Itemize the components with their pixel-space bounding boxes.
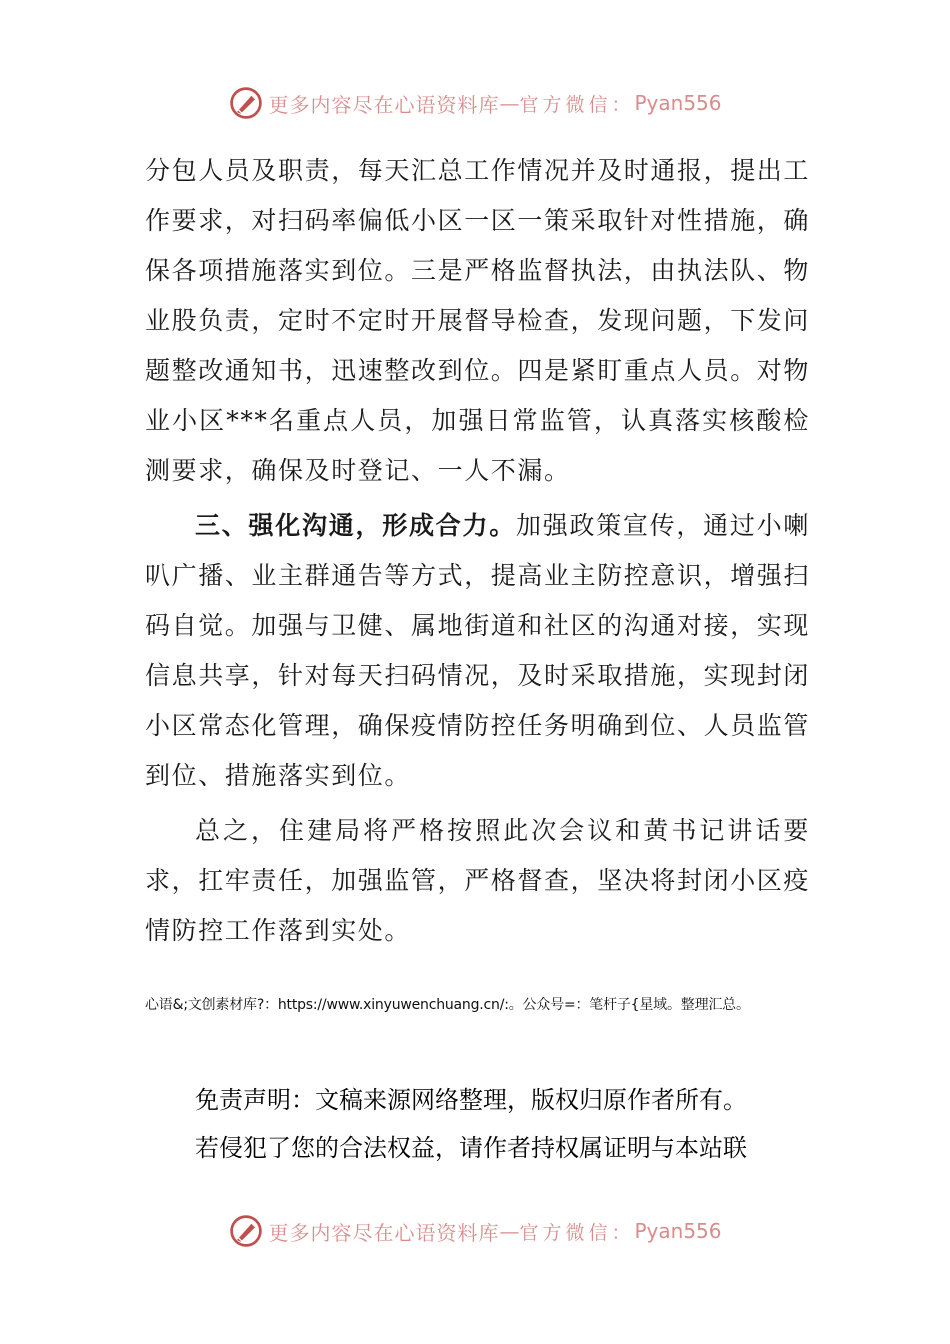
header-banner xyxy=(0,83,950,123)
banner-wechat-label: 官方微信： xyxy=(519,1221,635,1244)
disclaimer-line-1: 免责声明：文稿来源网络整理，版权归原作者所有。 xyxy=(195,1086,747,1114)
paragraph-1: 分包人员及职责，每天汇总工作情况并及时通报，提出工作要求，对扫码率偏低小区一区一策采取针对性措施，确保各项措施落实到位。三是严格监督执法，由执法队、物业股负责，定时不定时开展督导检查，发现问题，下发问题整改通知书，迅速整改到位。四是紧盯重点人员。对物业小区***名重点人员，加强日常监管，认真落实核酸检测要求，确保及时登记、一人不漏。 xyxy=(145,156,811,485)
paragraph-2 xyxy=(145,501,810,801)
source-note: 心语&;文创素材库?：https://www.xinyuwenchuang.cn/:。公众号=：笔杆子{星域。整理汇总。 xyxy=(145,997,750,1013)
paragraph-3: 总之，住建局将严格按照此次会议和黄书记讲话要求，扛牢责任，加强监管，严格督查，坚决将封闭小区疫情防控工作落到实处。 xyxy=(145,816,811,945)
pen-nib-logo-icon xyxy=(228,1213,264,1249)
section-heading: 三、强化沟通，形成合力。 xyxy=(195,511,516,540)
disclaimer xyxy=(195,1076,835,1172)
banner-separator: — xyxy=(499,1219,520,1243)
banner-separator: — xyxy=(499,91,520,115)
banner-wechat-id: Pyan556 xyxy=(634,91,722,115)
paragraph-2-text: 加强政策宣传，通过小喇叭广播、业主群通告等方式，提高业主防控意识，增强扫码自觉。加强与卫健、属地街道和社区的沟通对接，实现信息共享，针对每天扫码情况，及时采取措施，实现封闭小区常态化管理，确保疫情防控任务明确到位、人员监管到位、措施落实到位。 xyxy=(145,511,811,790)
disclaimer-line-2: 若侵犯了您的合法权益，请作者持权属证明与本站联 xyxy=(195,1134,747,1162)
banner-text: 更多内容尽在心语资料库 xyxy=(268,1220,500,1245)
pen-nib-logo-icon xyxy=(228,85,264,121)
banner-text: 更多内容尽在心语资料库 xyxy=(268,92,500,117)
document-body xyxy=(145,146,810,956)
footer-banner xyxy=(0,1211,950,1251)
banner-wechat-id: Pyan556 xyxy=(634,1219,722,1243)
banner-wechat-label: 官方微信： xyxy=(519,93,635,116)
